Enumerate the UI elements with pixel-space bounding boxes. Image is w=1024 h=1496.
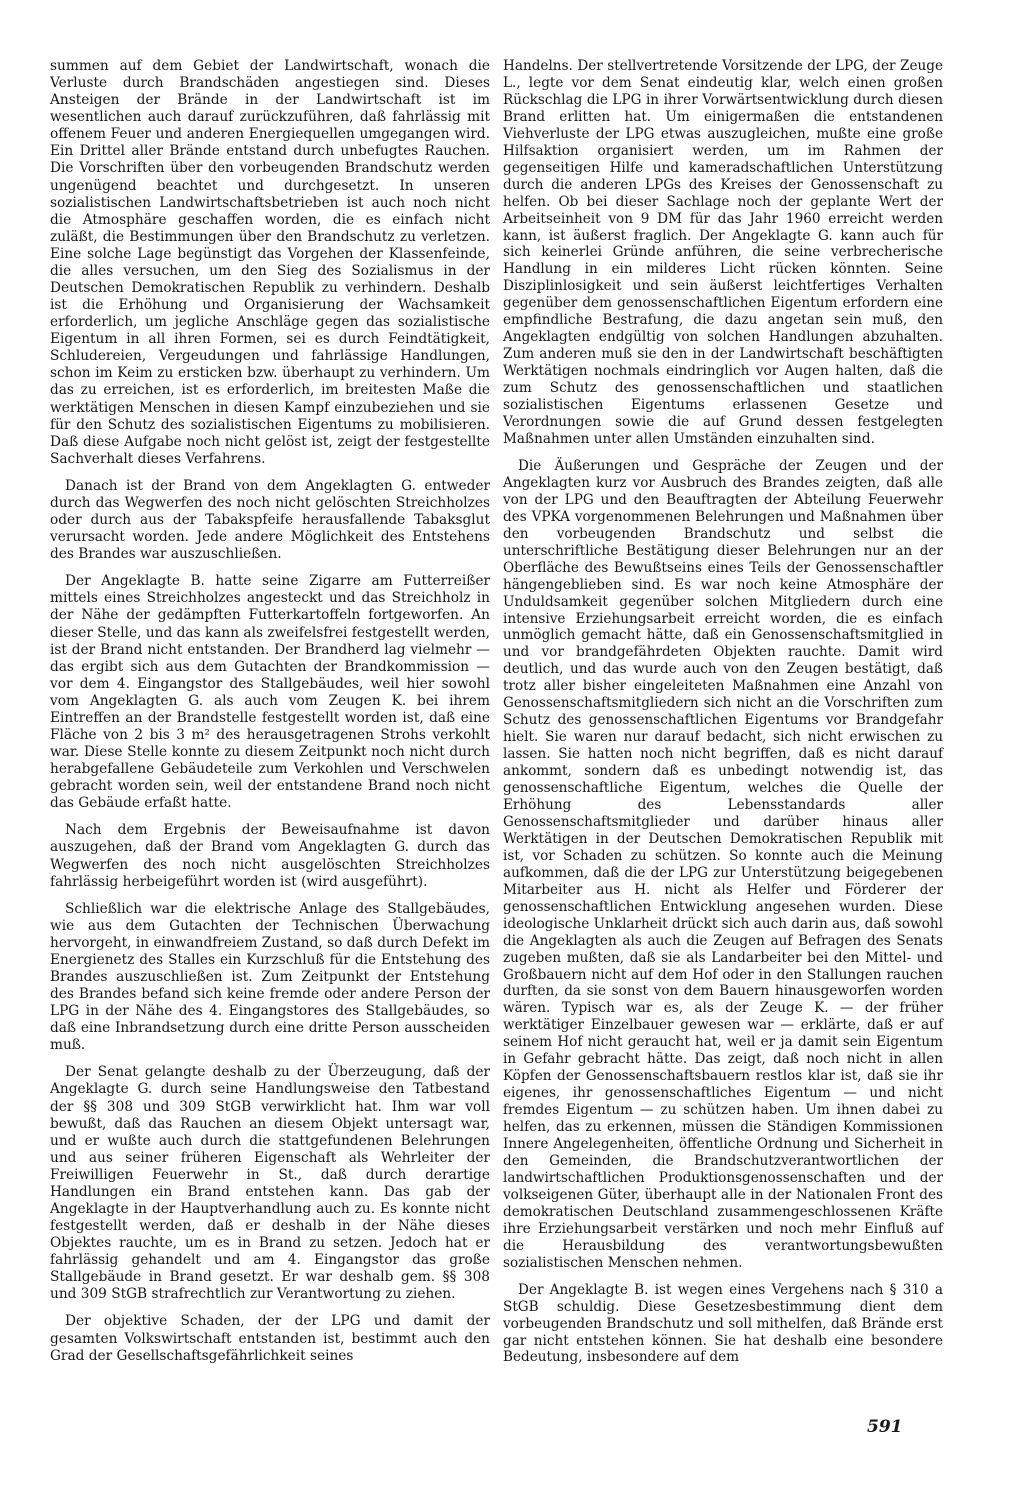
paragraph: Die Äußerungen und Gespräche der Zeugen und der Angeklagten kurz vor Ausbruch des Brandes zeigten, daß alle von der LPG und den Beauftragten der Abteilung Feuerwehr des VPKA vorgenommenen Belehrungen und Maßnahmen über den vorbeugenden Brandschutz und selbst die unterschriftliche Bestätigung dieser Belehrungen nur an der Oberfläche des Bewußtseins eines Teils der Genossenschaftler hängengeblieben sind. Es war noch keine Atmosphäre der Unduldsamkeit gegenüber solchen Mitgliedern durch eine intensive Erziehungsarbeit erreicht worden, die es einfach unmöglich gemacht hätte, daß ein Genossenschaftsmitglied in und vor brandgefährdeten Objekten rauchte. Damit wird deutlich, und das wurde auch von den Zeugen bestätigt, daß trotz aller bisher eingeleiteten Maßnahmen eine Anzahl von Genossenschaftsmitgliedern sich nicht an die Vorschriften zum Schutz des genossenschaftlichen Eigentums vor Brandgefahr hielt. Sie waren nur darauf bedacht, sich nicht erwischen zu lassen. Sie hatten noch nicht begriffen, daß es nicht darauf ankommt, sondern daß es unbedingt notwendig ist, das genossenschaftliche Eigentum, welches die Quelle der Erhöhung des Lebensstandards aller Genossenschaftsmitglieder und darüber hinaus aller Werktätigen in der Deutschen Demokratischen Republik mit ist, vor Schaden zu schützen. So konnte auch die Meinung aufkommen, daß die der LPG zur Unterstützung beigegebenen Mitarbeiter aus H. nicht als Helfer und Förderer der genossenschaftlichen Entwicklung angesehen wurden. Diese ideologische Unklarheit drückt sich auch darin aus, daß sowohl die Angeklagten als auch die Zeugen auf Befragen des Senats zugeben mußten, daß sie als Landarbeiter bei den Mittel- und Großbauern nicht auf dem Hof oder in den Stallungen rauchen durften, da sie sonst von dem Bauern hinausgeworfen worden wären. Typisch war es, als der Zeuge K. — der früher werktätiger Einzelbauer gewesen war — erklärte, daß er auf seinem Hof nicht geraucht hat, weil er ja damit sein Eigentum in Gefahr gebracht hätte. Das zeigt, daß noch nicht in allen Köpfen der Genossenschaftsbauern restlos klar ist, daß sie ihr eigenes, ihr genossenschaftliches Eigentum — und nicht fremdes Eigentum — zu schützen haben. Um ihnen dabei zu helfen, das zu erkennen, müssen die Ständigen Kommissionen Innere Angelegenheiten, öffentliche Ordnung und Sicherheit in den Gemeinden, die Brandschutzverantwortlichen der landwirtschaftlichen Produktionsgenossenschaften und der volkseigenen Güter, überhaupt alle in der Nationalen Front des demokratischen Deutschland zusammengeschlossenen Kräfte ihre Erziehungsarbeit verstärken und noch mehr Einfluß auf die Herausbildung des verantwortungsbewußten sozialistischen Menschen nehmen. xyxy=(503,457,943,1271)
paragraph: Der Senat gelangte deshalb zu der Überzeugung, daß der Angeklagte G. durch seine Handlungsweise den Tatbestand der §§ 308 und 309 StGB verwirklicht hat. Ihm war voll bewußt, daß das Rauchen an diesem Objekt untersagt war, und er wußte auch durch die stattgefundenen Belehrungen und aus seiner früheren Eigenschaft als Wehrleiter der Freiwilligen Feuerwehr in St., daß durch derartige Handlungen ein Brand entstehen kann. Das gab der Angeklagte in der Hauptverhandlung auch zu. Es konnte nicht festgestellt werden, daß er deshalb in der Nähe dieses Objektes rauchte, um es in Brand zu setzen. Jedoch hat er fahrlässig gehandelt und am 4. Eingangstor das große Stallgebäude in Brand gesetzt. Er war deshalb gem. §§ 308 und 309 StGB strafrechtlich zur Verantwortung zu ziehen. xyxy=(50,1064,490,1303)
paragraph: Der objektive Schaden, der der LPG und damit der gesamten Volkswirtschaft entstanden ist, bestimmt auch den Grad der Gesellschaftsgefährlichkeit seines xyxy=(50,1313,490,1364)
paragraph: Handelns. Der stellvertretende Vorsitzende der LPG, der Zeuge L., legte vor dem Senat eindeutig klar, welch einen großen Rückschlag die LPG in ihrer Vorwärtsentwicklung durch diesen Brand erlitten hat. Um einigermaßen die entstandenen Viehverluste der LPG etwas auszugleichen, mußte eine große Hilfsaktion organisiert werden, um im Rahmen der gegenseitigen Hilfe und kameradschaftlichen Unterstützung durch die anderen LPGs des Kreises der Genossenschaft zu helfen. Ob bei dieser Sachlage noch der geplante Wert der Arbeitseinheit von 9 DM für das Jahr 1960 erreicht werden kann, ist äußerst fraglich. Der Angeklagte G. kann auch für sich keinerlei Gründe anführen, die seine verbrecherische Handlung in ein milderes Licht rücken könnten. Seine Disziplinlosigkeit und sein äußerst leichtfertiges Verhalten gegenüber dem genossenschaftlichen Eigentum erfordern eine empfindliche Bestrafung, die dazu angetan sein muß, den Angeklagten endgültig von solchen Handlungen abzuhalten. Zum anderen muß sie den in der Landwirtschaft beschäftigten Werktätigen nochmals eindringlich vor Augen halten, daß die zum Schutz des genossenschaftlichen und staatlichen sozialistischen Eigentums erlassenen Gesetze und Verordnungen sowie die auf Grund dessen festgelegten Maßnahmen unter allen Umständen einzuhalten sind. xyxy=(503,58,943,447)
paragraph: Danach ist der Brand von dem Angeklagten G. entweder durch das Wegwerfen des noch nicht gelöschten Streichholzes oder durch aus der Tabakspfeife herausfallende Tabaksglut verursacht worden. Jede andere Möglichkeit des Entstehens des Brandes war auszuschließen. xyxy=(50,477,490,563)
right-text-column xyxy=(503,58,943,1376)
left-text-column xyxy=(50,58,490,1375)
paragraph: Schließlich war die elektrische Anlage des Stallgebäudes, wie aus dem Gutachten der Technischen Überwachung hervorgeht, in einwandfreiem Zustand, so daß durch Defekt im Energienetz des Stalles ein Kurzschluß für die Entstehung des Brandes auszuschließen ist. Zum Zeitpunkt der Entstehung des Brandes befand sich keine fremde oder andere Person der LPG in der Nähe des 4. Eingangstores des Stallgebäudes, so daß eine Inbrandsetzung durch eine dritte Person ausscheiden muß. xyxy=(50,900,490,1054)
page-number: 591 xyxy=(867,1417,903,1437)
paragraph: Nach dem Ergebnis der Beweisaufnahme ist davon auszugehen, daß der Brand vom Angeklagten G. durch das Wegwerfen des noch nicht ausgelöschten Streichholzes fahrlässig herbeigeführt worden ist (wird ausgeführt). xyxy=(50,822,490,890)
paragraph: summen auf dem Gebiet der Landwirtschaft, wonach die Verluste durch Brandschäden angestiegen sind. Dieses Ansteigen der Brände in der Landwirtschaft ist im wesentlichen auch darauf zurückzuführen, daß fahrlässig mit offenem Feuer und anderen Energiequellen umgegangen wird. Ein Drittel aller Brände entstand durch unbefugtes Rauchen. Die Vorschriften über den vorbeugenden Brandschutz werden ungenügend beachtet und durchgesetzt. In unseren sozialistischen Landwirtschaftsbetrieben ist auch noch nicht die Atmosphäre geschaffen worden, die es einfach nicht zuläßt, die Bestimmungen über den Brandschutz zu verletzen. Eine solche Lage begünstigt das Vorgehen der Klassenfeinde, die alles versuchen, um den Sieg des Sozialismus in der Deutschen Demokratischen Republik zu verhindern. Deshalb ist die Erhöhung und Organisierung der Wachsamkeit erforderlich, um jegliche Anschläge gegen das sozialistische Eigentum in all ihren Formen, sei es durch Feindtätigkeit, Schludereien, Vergeudungen und fahrlässige Handlungen, schon im Keim zu ersticken bzw. überhaupt zu verhindern. Um das zu erreichen, ist es erforderlich, im breitesten Maße die werktätigen Menschen in diesen Kampf einzubeziehen und sie für den Schutz des sozialistischen Eigentums zu mobilisieren. Daß diese Aufgabe noch nicht gelöst ist, zeigt der festgestellte Sachverhalt dieses Verfahrens. xyxy=(50,58,490,467)
paragraph: Der Angeklagte B. hatte seine Zigarre am Futterreißer mittels eines Streichholzes angesteckt und das Streichholz in der Nähe der gedämpften Futterkartoffeln fortgeworfen. An dieser Stelle, und das kann als zweifelsfrei festgestellt werden, ist der Brand nicht entstanden. Der Brandherd lag vielmehr — das ergibt sich aus dem Gutachten der Brandkommission — vor dem 4. Eingangstor des Stallgebäudes, weil hier sowohl vom Angeklagten G. als auch vom Zeugen K. bei ihrem Eintreffen an der Brandstelle festgestellt worden ist, daß eine Fläche von 2 bis 3 m² des herausgetragenen Strohs verkohlt war. Diese Stelle konnte zu diesem Zeitpunkt noch nicht durch herabgefallene Gebäudeteile zum Verkohlen und Verschwelen gebracht worden sein, weil der entstandene Brand noch nicht das Gebäude erfaßt hatte. xyxy=(50,573,490,812)
paragraph: Der Angeklagte B. ist wegen eines Vergehens nach § 310 a StGB schuldig. Diese Gesetzesbestimmung dient dem vorbeugenden Brandschutz und soll mithelfen, daß Brände erst gar nicht entstehen können. Sie hat deshalb eine besondere Bedeutung, insbesondere auf dem xyxy=(503,1281,943,1366)
